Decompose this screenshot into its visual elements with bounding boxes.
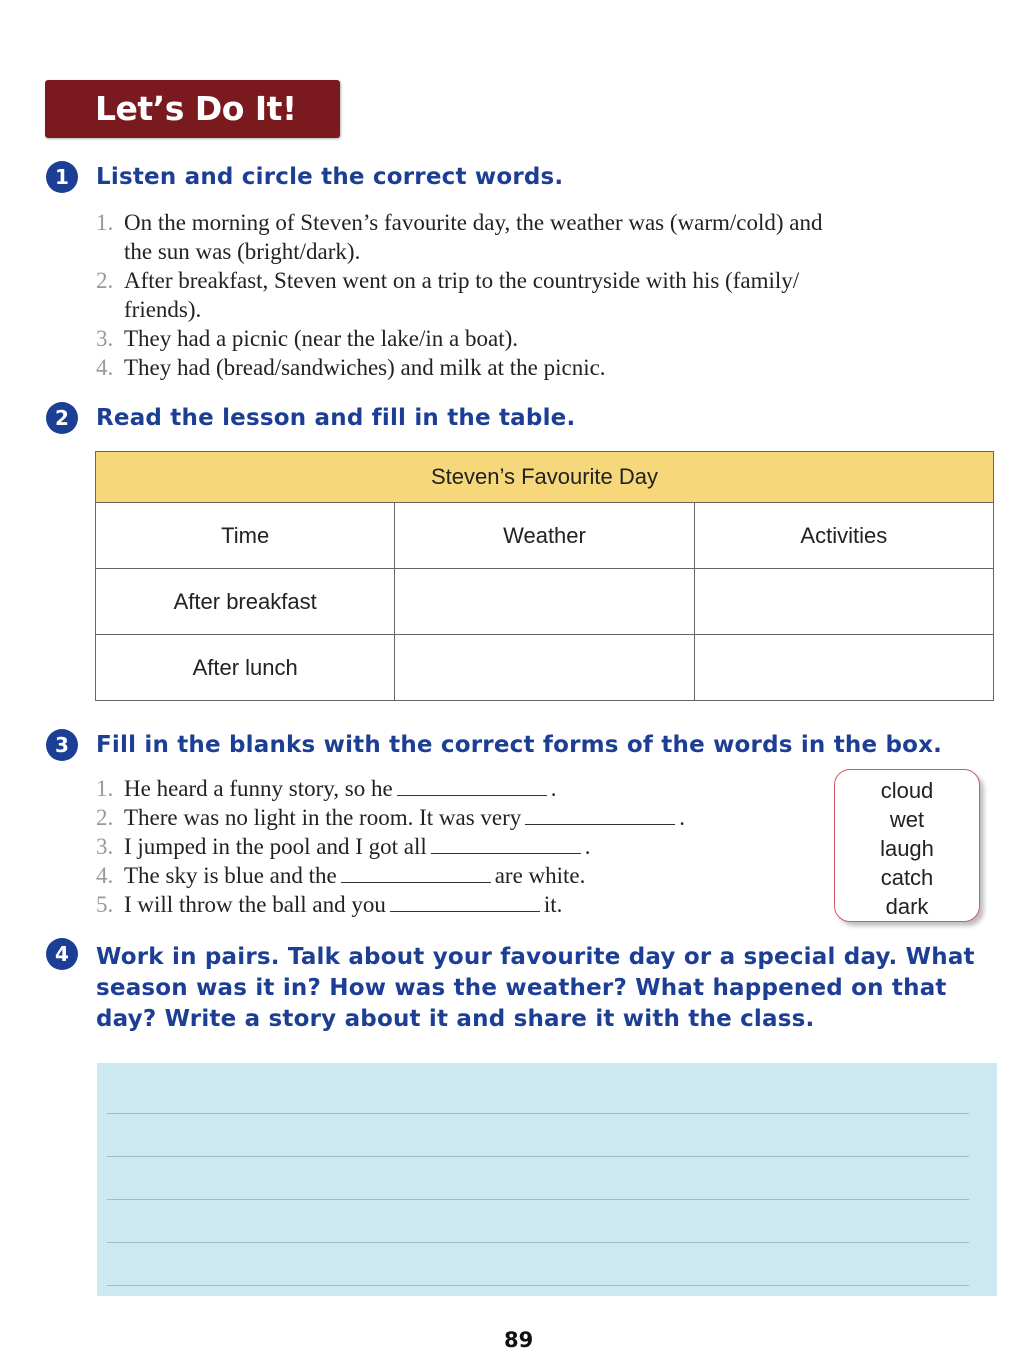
word-box-item: dark <box>885 894 929 919</box>
answer-blank[interactable] <box>525 804 675 825</box>
item-text: The sky is blue and the <box>124 863 337 888</box>
list-item <box>96 803 685 832</box>
list-item <box>96 266 823 324</box>
lets-do-it-banner <box>45 80 340 138</box>
item-number: 4. <box>96 863 114 888</box>
word-box-item: cloud <box>880 778 934 803</box>
section-4-line: day? Write a story about it and share it with the class. <box>96 1006 815 1032</box>
list-item <box>96 208 823 266</box>
section-4-line: Work in pairs. Talk about your favourite day or a special day. What <box>96 944 975 970</box>
answer-blank[interactable] <box>390 891 540 912</box>
item-text: I will throw the ball and you <box>124 892 386 917</box>
writing-line <box>107 1113 969 1114</box>
item-text: it. <box>543 892 563 917</box>
weather-cell[interactable] <box>395 569 694 635</box>
item-number: 3. <box>96 834 114 859</box>
writing-area[interactable] <box>97 1063 997 1296</box>
writing-line <box>107 1156 969 1157</box>
section-4-heading <box>96 942 986 1035</box>
item-text: . <box>584 834 591 859</box>
word-box-item: laugh <box>880 836 934 861</box>
section-1-list <box>96 208 823 382</box>
item-text: friends). <box>124 297 202 322</box>
item-text: They had a picnic (near the lake/in a boat). <box>124 326 519 351</box>
section-4-number: 4 <box>46 938 78 970</box>
word-box-item: wet <box>889 807 925 832</box>
section-1-heading: Listen and circle the correct words. <box>96 164 564 190</box>
weather-cell[interactable] <box>395 635 694 701</box>
item-number: 2. <box>96 268 114 293</box>
item-text: They had (bread/sandwiches) and milk at the picnic. <box>124 355 606 380</box>
writing-line <box>107 1285 969 1286</box>
item-number: 1. <box>96 776 114 801</box>
answer-blank[interactable] <box>397 775 547 796</box>
section-2-number: 2 <box>46 402 78 434</box>
writing-line <box>107 1199 969 1200</box>
word-box-item: catch <box>880 865 934 890</box>
item-text: are white. <box>494 863 586 888</box>
section-3-number: 3 <box>46 729 78 761</box>
item-number: 4. <box>96 355 114 380</box>
favourite-day-table <box>95 451 994 701</box>
time-cell: After lunch <box>96 635 395 701</box>
item-text: I jumped in the pool and I got all <box>124 834 427 859</box>
list-item <box>96 890 685 919</box>
item-text: There was no light in the room. It was very <box>124 805 522 830</box>
page-number: 89 <box>504 1328 534 1352</box>
activities-cell[interactable] <box>694 569 993 635</box>
item-number: 5. <box>96 892 114 917</box>
section-1-number: 1 <box>46 161 78 193</box>
list-item <box>96 324 823 353</box>
activities-cell[interactable] <box>694 635 993 701</box>
table-header-row <box>96 503 994 569</box>
section-4-line: season was it in? How was the weather? What happened on that <box>96 975 947 1001</box>
item-text: He heard a funny story, so he <box>124 776 393 801</box>
section-3-list <box>96 774 685 919</box>
header-cell: Activities <box>694 503 993 569</box>
item-number: 3. <box>96 326 114 351</box>
list-item <box>96 832 685 861</box>
list-item <box>96 861 685 890</box>
writing-line <box>107 1242 969 1243</box>
section-2-heading: Read the lesson and fill in the table. <box>96 405 576 431</box>
item-text: . <box>550 776 557 801</box>
list-item <box>96 774 685 803</box>
header-cell: Weather <box>395 503 694 569</box>
list-item <box>96 353 823 382</box>
answer-blank[interactable] <box>431 833 581 854</box>
time-cell: After breakfast <box>96 569 395 635</box>
table-row <box>96 635 994 701</box>
section-3-heading: Fill in the blanks with the correct forms of the words in the box. <box>96 732 943 758</box>
table-row <box>96 569 994 635</box>
answer-blank[interactable] <box>341 862 491 883</box>
item-number: 1. <box>96 210 114 235</box>
item-number: 2. <box>96 805 114 830</box>
table-title: Steven’s Favourite Day <box>96 452 994 503</box>
item-text: the sun was (bright/dark). <box>124 239 361 264</box>
item-text: On the morning of Steven’s favourite day, the weather was (warm/cold) and <box>124 210 823 235</box>
word-box <box>834 769 980 922</box>
item-text: After breakfast, Steven went on a trip to the countryside with his (family/ <box>124 268 800 293</box>
item-text: . <box>679 805 686 830</box>
header-cell: Time <box>96 503 395 569</box>
banner-title: Let’s Do It! <box>95 89 297 128</box>
